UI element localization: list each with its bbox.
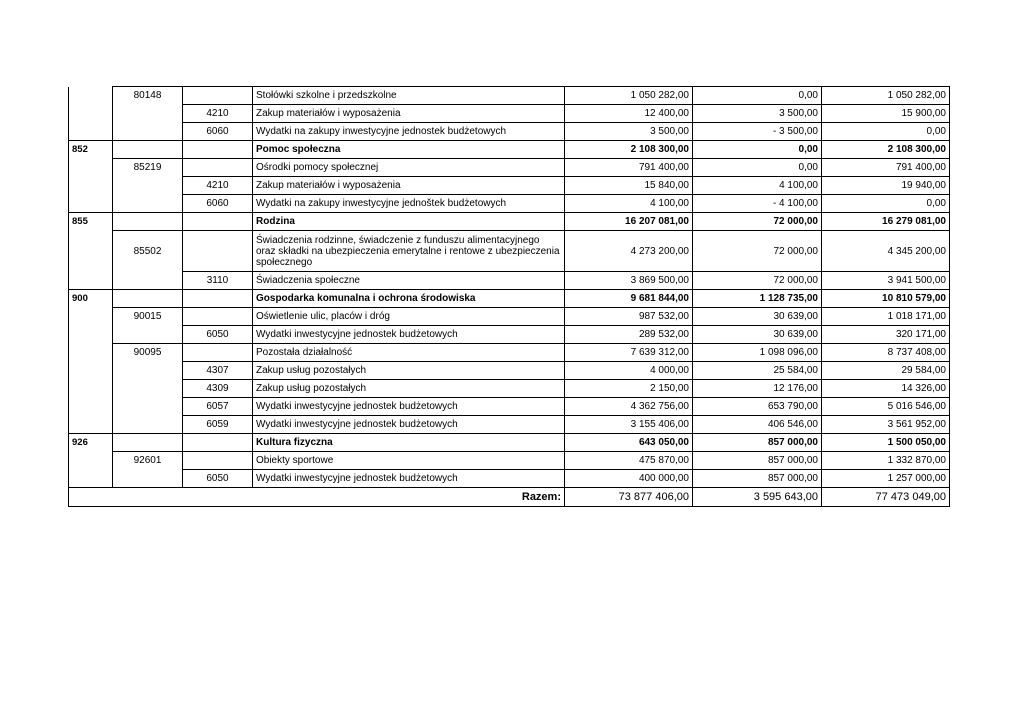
dzial-cell: 855 — [69, 213, 113, 231]
paragraf-cell — [183, 231, 253, 272]
change-cell: 0,00 — [693, 87, 822, 105]
rozdzial-cell: 80148 — [113, 87, 183, 105]
after-cell: 10 810 579,00 — [822, 290, 950, 308]
dzial-cell — [69, 123, 113, 141]
rozdzial-cell — [113, 105, 183, 123]
paragraf-cell — [183, 290, 253, 308]
paragraf-cell — [183, 213, 253, 231]
table-row — [69, 195, 950, 213]
change-cell: 857 000,00 — [693, 452, 822, 470]
table-row — [69, 470, 950, 488]
dzial-cell — [69, 470, 113, 488]
table-row — [69, 434, 950, 452]
plan-cell: 3 155 406,00 — [565, 416, 693, 434]
paragraf-cell — [183, 344, 253, 362]
paragraf-cell — [183, 87, 253, 105]
dzial-cell — [69, 177, 113, 195]
paragraf-cell: 6057 — [183, 398, 253, 416]
after-cell: 1 500 050,00 — [822, 434, 950, 452]
plan-cell: 4 100,00 — [565, 195, 693, 213]
change-cell: - 3 500,00 — [693, 123, 822, 141]
change-cell: 857 000,00 — [693, 470, 822, 488]
table-row — [69, 308, 950, 326]
plan-cell: 2 150,00 — [565, 380, 693, 398]
paragraf-cell — [183, 452, 253, 470]
rozdzial-cell — [113, 272, 183, 290]
dzial-cell — [69, 416, 113, 434]
total-plan-cell: 73 877 406,00 — [565, 488, 693, 507]
plan-cell: 4 362 756,00 — [565, 398, 693, 416]
rozdzial-cell: 90095 — [113, 344, 183, 362]
change-cell: 12 176,00 — [693, 380, 822, 398]
name-cell: Ośrodki pomocy społecznej — [253, 159, 565, 177]
name-cell: Wydatki inwestycyjne jednostek budżetowych — [253, 398, 565, 416]
table-row — [69, 398, 950, 416]
after-cell: 3 941 500,00 — [822, 272, 950, 290]
dzial-cell — [69, 272, 113, 290]
table-row — [69, 416, 950, 434]
paragraf-cell: 4210 — [183, 177, 253, 195]
name-cell: Zakup materiałów i wyposażenia — [253, 177, 565, 195]
after-cell: 0,00 — [822, 123, 950, 141]
rozdzial-cell — [113, 362, 183, 380]
rozdzial-cell: 85219 — [113, 159, 183, 177]
table-row — [69, 141, 950, 159]
plan-cell: 475 870,00 — [565, 452, 693, 470]
after-cell: 0,00 — [822, 195, 950, 213]
plan-cell: 2 108 300,00 — [565, 141, 693, 159]
change-cell: - 4 100,00 — [693, 195, 822, 213]
change-cell: 1 098 096,00 — [693, 344, 822, 362]
name-cell: Oświetlenie ulic, placów i dróg — [253, 308, 565, 326]
name-cell: Pomoc społeczna — [253, 141, 565, 159]
plan-cell: 4 273 200,00 — [565, 231, 693, 272]
table-row — [69, 87, 950, 105]
change-cell: 653 790,00 — [693, 398, 822, 416]
after-cell: 1 257 000,00 — [822, 470, 950, 488]
rozdzial-cell — [113, 213, 183, 231]
after-cell: 2 108 300,00 — [822, 141, 950, 159]
rozdzial-cell — [113, 123, 183, 141]
change-cell: 0,00 — [693, 159, 822, 177]
name-cell: Rodzina — [253, 213, 565, 231]
dzial-cell — [69, 344, 113, 362]
after-cell: 14 326,00 — [822, 380, 950, 398]
name-cell: Wydatki inwestycyjne jednostek budżetowych — [253, 416, 565, 434]
rozdzial-cell — [113, 416, 183, 434]
after-cell: 15 900,00 — [822, 105, 950, 123]
name-cell: Stołówki szkolne i przedszkolne — [253, 87, 565, 105]
after-cell: 29 584,00 — [822, 362, 950, 380]
paragraf-cell: 4307 — [183, 362, 253, 380]
paragraf-cell: 6050 — [183, 470, 253, 488]
dzial-cell — [69, 87, 113, 105]
rozdzial-cell: 85502 — [113, 231, 183, 272]
after-cell: 1 050 282,00 — [822, 87, 950, 105]
table-row — [69, 231, 950, 272]
total-label: Razem: — [253, 488, 565, 507]
plan-cell: 4 000,00 — [565, 362, 693, 380]
change-cell: 1 128 735,00 — [693, 290, 822, 308]
change-cell: 30 639,00 — [693, 308, 822, 326]
rozdzial-cell — [113, 470, 183, 488]
dzial-cell: 852 — [69, 141, 113, 159]
dzial-cell — [69, 195, 113, 213]
table-row — [69, 159, 950, 177]
table-row — [69, 123, 950, 141]
dzial-cell — [69, 326, 113, 344]
rozdzial-cell — [113, 326, 183, 344]
paragraf-cell: 6060 — [183, 123, 253, 141]
change-cell: 406 546,00 — [693, 416, 822, 434]
rozdzial-cell — [113, 177, 183, 195]
after-cell: 19 940,00 — [822, 177, 950, 195]
plan-cell: 289 532,00 — [565, 326, 693, 344]
name-cell: Świadczenia społeczne — [253, 272, 565, 290]
table-row — [69, 177, 950, 195]
total-row — [69, 488, 950, 507]
after-cell: 5 016 546,00 — [822, 398, 950, 416]
after-cell: 791 400,00 — [822, 159, 950, 177]
rozdzial-cell — [113, 380, 183, 398]
paragraf-cell — [183, 159, 253, 177]
paragraf-cell: 6059 — [183, 416, 253, 434]
name-cell: Obiekty sportowe — [253, 452, 565, 470]
rozdzial-cell — [113, 141, 183, 159]
after-cell: 1 332 870,00 — [822, 452, 950, 470]
plan-cell: 643 050,00 — [565, 434, 693, 452]
dzial-cell — [69, 231, 113, 272]
dzial-cell — [69, 362, 113, 380]
name-cell: Wydatki inwestycyjne jednostek budżetowych — [253, 326, 565, 344]
plan-cell: 791 400,00 — [565, 159, 693, 177]
plan-cell: 15 840,00 — [565, 177, 693, 195]
table-row — [69, 272, 950, 290]
change-cell: 72 000,00 — [693, 231, 822, 272]
after-cell: 4 345 200,00 — [822, 231, 950, 272]
paragraf-cell — [183, 434, 253, 452]
name-cell: Świadczenia rodzinne, świadczenie z funduszu alimentacyjnego oraz składki na ubezpieczenia emerytalne i rentowe z ubezpieczenia społecznego — [253, 231, 565, 272]
paragraf-cell: 6060 — [183, 195, 253, 213]
name-cell: Pozostała działalność — [253, 344, 565, 362]
name-cell: Zakup usług pozostałych — [253, 380, 565, 398]
after-cell: 16 279 081,00 — [822, 213, 950, 231]
name-cell: Zakup materiałów i wyposażenia — [253, 105, 565, 123]
change-cell: 30 639,00 — [693, 326, 822, 344]
total-blank-cell — [69, 488, 253, 507]
change-cell: 4 100,00 — [693, 177, 822, 195]
total-change-cell: 3 595 643,00 — [693, 488, 822, 507]
plan-cell: 1 050 282,00 — [565, 87, 693, 105]
change-cell: 3 500,00 — [693, 105, 822, 123]
name-cell: Wydatki inwestycyjne jednostek budżetowych — [253, 470, 565, 488]
change-cell: 857 000,00 — [693, 434, 822, 452]
change-cell: 25 584,00 — [693, 362, 822, 380]
table-row — [69, 362, 950, 380]
table-row — [69, 326, 950, 344]
plan-cell: 3 500,00 — [565, 123, 693, 141]
plan-cell: 12 400,00 — [565, 105, 693, 123]
paragraf-cell — [183, 308, 253, 326]
name-cell: Kultura fizyczna — [253, 434, 565, 452]
rozdzial-cell — [113, 195, 183, 213]
plan-cell: 400 000,00 — [565, 470, 693, 488]
rozdzial-cell — [113, 434, 183, 452]
table-row — [69, 380, 950, 398]
paragraf-cell — [183, 141, 253, 159]
after-cell: 3 561 952,00 — [822, 416, 950, 434]
table-row — [69, 105, 950, 123]
table-row — [69, 344, 950, 362]
dzial-cell: 900 — [69, 290, 113, 308]
plan-cell: 7 639 312,00 — [565, 344, 693, 362]
dzial-cell — [69, 452, 113, 470]
rozdzial-cell — [113, 290, 183, 308]
name-cell: Gospodarka komunalna i ochrona środowiska — [253, 290, 565, 308]
name-cell: Wydatki na zakupy inwestycyjne jednoštek budżetowych — [253, 195, 565, 213]
dzial-cell — [69, 159, 113, 177]
paragraf-cell: 4309 — [183, 380, 253, 398]
budget-table — [68, 86, 950, 507]
dzial-cell: 926 — [69, 434, 113, 452]
dzial-cell — [69, 105, 113, 123]
plan-cell: 987 532,00 — [565, 308, 693, 326]
plan-cell: 16 207 081,00 — [565, 213, 693, 231]
after-cell: 8 737 408,00 — [822, 344, 950, 362]
rozdzial-cell: 90015 — [113, 308, 183, 326]
rozdzial-cell — [113, 398, 183, 416]
rozdzial-cell: 92601 — [113, 452, 183, 470]
plan-cell: 9 681 844,00 — [565, 290, 693, 308]
change-cell: 0,00 — [693, 141, 822, 159]
table-row — [69, 213, 950, 231]
name-cell: Wydatki na zakupy inwestycyjne jednostek budżetowych — [253, 123, 565, 141]
name-cell: Zakup usług pozostałych — [253, 362, 565, 380]
paragraf-cell: 3110 — [183, 272, 253, 290]
change-cell: 72 000,00 — [693, 272, 822, 290]
total-after-cell: 77 473 049,00 — [822, 488, 950, 507]
dzial-cell — [69, 380, 113, 398]
after-cell: 1 018 171,00 — [822, 308, 950, 326]
paragraf-cell: 6050 — [183, 326, 253, 344]
table-row — [69, 452, 950, 470]
dzial-cell — [69, 398, 113, 416]
paragraf-cell: 4210 — [183, 105, 253, 123]
table-row — [69, 290, 950, 308]
change-cell: 72 000,00 — [693, 213, 822, 231]
plan-cell: 3 869 500,00 — [565, 272, 693, 290]
after-cell: 320 171,00 — [822, 326, 950, 344]
dzial-cell — [69, 308, 113, 326]
